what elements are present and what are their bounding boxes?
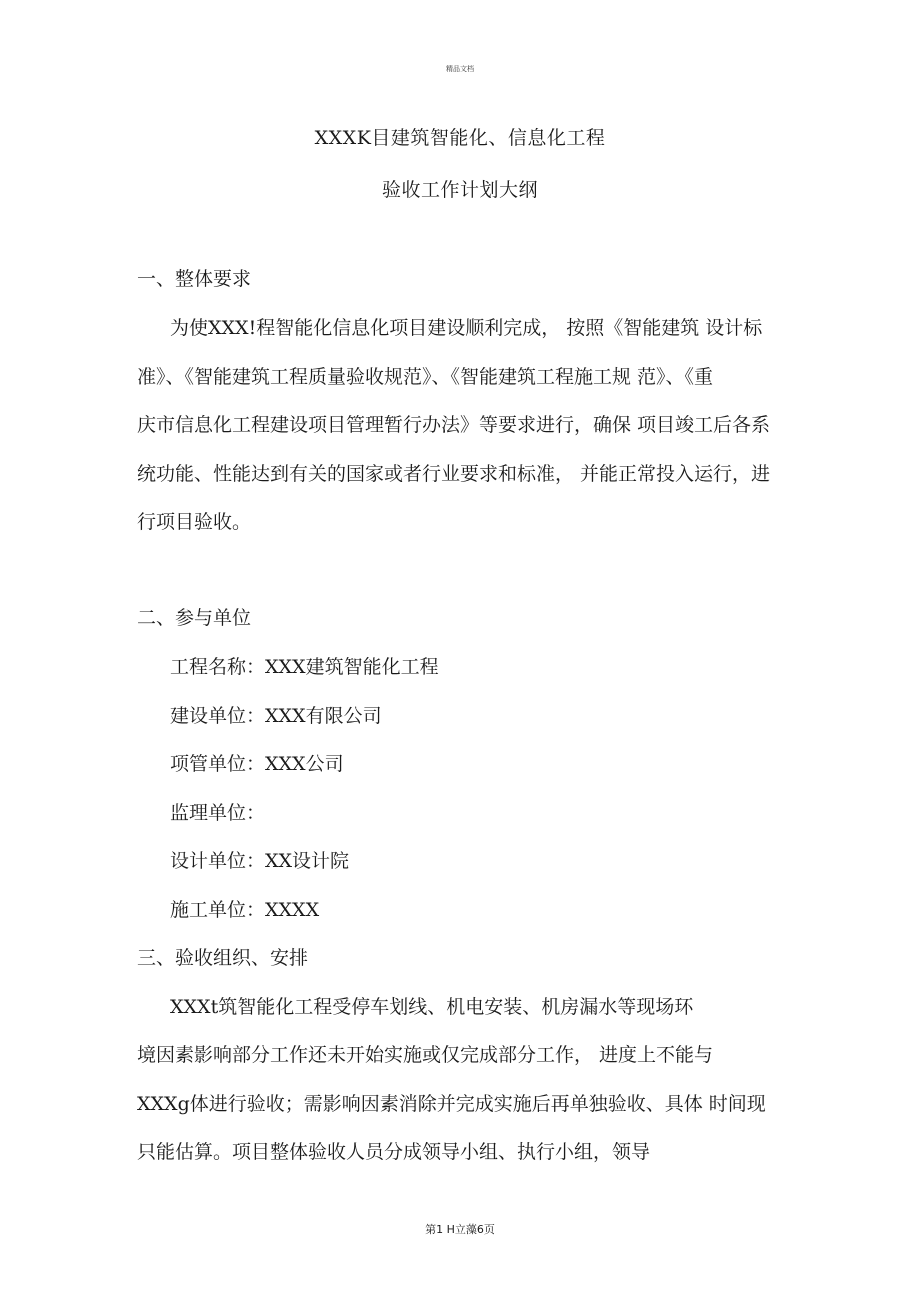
header-tag: 精品文档: [446, 65, 474, 73]
paragraph-line: 只能估算。项目整体验收人员分成领导小组、执行小组，领导: [137, 1141, 651, 1163]
page-footer: 第1 H立藻6页: [425, 1223, 495, 1236]
section-heading-overall-requirements: 一、整体要求: [137, 268, 252, 290]
paragraph-line: 行项目验收。: [137, 511, 252, 533]
participant-project-name: 工程名称：XXX建筑智能化工程: [170, 656, 439, 678]
participant-owner: 建设单位：XXX有限公司: [170, 705, 382, 727]
paragraph-line: 为使XXX!程智能化信息化项目建设顺利完成， 按照《智能建筑 设计标: [170, 317, 763, 339]
paragraph-line: XXXt筑智能化工程受停车划线、机电安装、机房漏水等现场环: [170, 996, 694, 1018]
paragraph-line: XXXg体进行验收；需影响因素消除并完成实施后再单独验收、具体 时间现: [137, 1093, 766, 1115]
participant-contractor: 施工单位：XXXX: [170, 899, 320, 921]
document-subtitle: 验收工作计划大纲: [381, 179, 538, 201]
paragraph-line: 准》、《智能建筑工程质量验收规范》、《智能建筑工程施工规 范》、《重: [137, 366, 714, 388]
section-heading-organization: 三、验收组织、安排: [137, 947, 309, 969]
document-title: XXXK目建筑智能化、信息化工程: [314, 127, 606, 149]
participant-project-manager: 项管单位：XXX公司: [170, 753, 344, 775]
paragraph-line: 庆市信息化工程建设项目管理暂行办法》等要求进行，确保 项目竣工后各系: [137, 414, 771, 436]
participant-designer: 设计单位：XX设计院: [170, 850, 350, 872]
participant-supervisor: 监理单位：: [170, 802, 266, 824]
paragraph-line: 境因素影响部分工作还未开始实施或仅完成部分工作， 进度上不能与: [137, 1044, 714, 1066]
paragraph-line: 统功能、性能达到有关的国家或者行业要求和标准， 并能正常投入运行，进: [137, 463, 771, 485]
section-heading-participants: 二、参与单位: [137, 607, 252, 629]
